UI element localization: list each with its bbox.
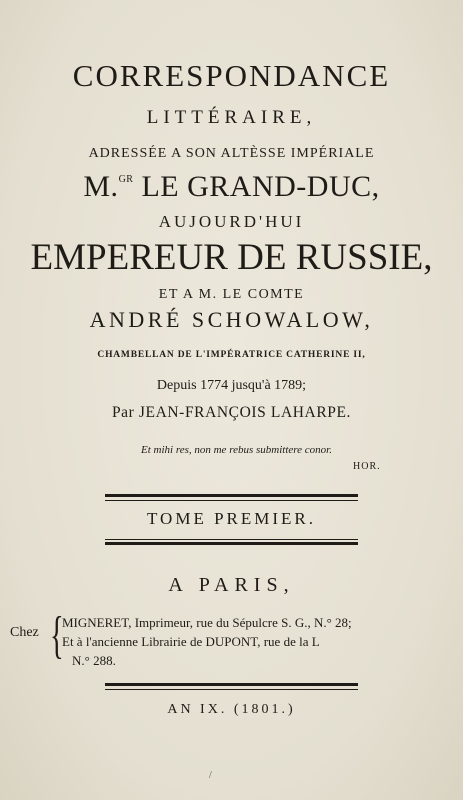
title-litteraire: LITTÉRAIRE, <box>146 107 317 128</box>
grand-duc-line <box>0 170 463 204</box>
comte-line: ET A M. LE COMTE <box>158 287 305 302</box>
epigraph: Et mihi res, non me rebus submittere conor. <box>141 444 332 456</box>
title-correspondance: CORRESPONDANCE <box>72 58 391 93</box>
empereur-line: EMPEREUR DE RUSSIE, <box>30 237 433 278</box>
divider-rule <box>105 500 358 501</box>
grand-duc-superscript: GR <box>118 174 134 185</box>
aujourdhui-line: AUJOURD'HUI <box>158 212 305 231</box>
divider-rule <box>105 494 358 497</box>
grand-duc-prefix: M. <box>83 170 119 203</box>
stray-mark: / <box>209 770 212 781</box>
imprint-date: AN IX. (1801.) <box>167 702 296 717</box>
chambellan-line: CHAMBELLAN DE L'IMPÉRATRICE CATHERINE II, <box>97 350 366 360</box>
divider-rule <box>105 542 358 545</box>
author-line: Par JEAN-FRANÇOIS LAHARPE. <box>111 404 352 421</box>
imprint-address-1: MIGNERET, Imprimeur, rue du Sépulcre S. G., N.° 28; <box>62 615 352 630</box>
divider-rule <box>105 539 358 540</box>
grand-duc-rest: LE GRAND-DUC, <box>133 170 380 203</box>
imprint-chez: Chez <box>10 625 39 640</box>
imprint-city: A PARIS, <box>168 574 295 596</box>
divider-rule <box>105 683 358 686</box>
imprint-address-2: Et à l'ancienne Librairie de DUPONT, rue de la L <box>62 634 320 649</box>
dedication-line: ADRESSÉE A SON ALTÈSSE IMPÉRIALE <box>88 146 375 161</box>
brace-glyph: { <box>50 607 64 664</box>
volume-label: TOME PREMIER. <box>146 509 317 528</box>
divider-rule <box>105 689 358 690</box>
andre-schowalow-line: ANDRÉ SCHOWALOW, <box>89 307 374 332</box>
dates-line: Depuis 1774 jusqu'à 1789; <box>156 378 307 393</box>
imprint-address-3: N.° 288. <box>72 653 116 668</box>
epigraph-author: HOR. <box>353 461 381 472</box>
